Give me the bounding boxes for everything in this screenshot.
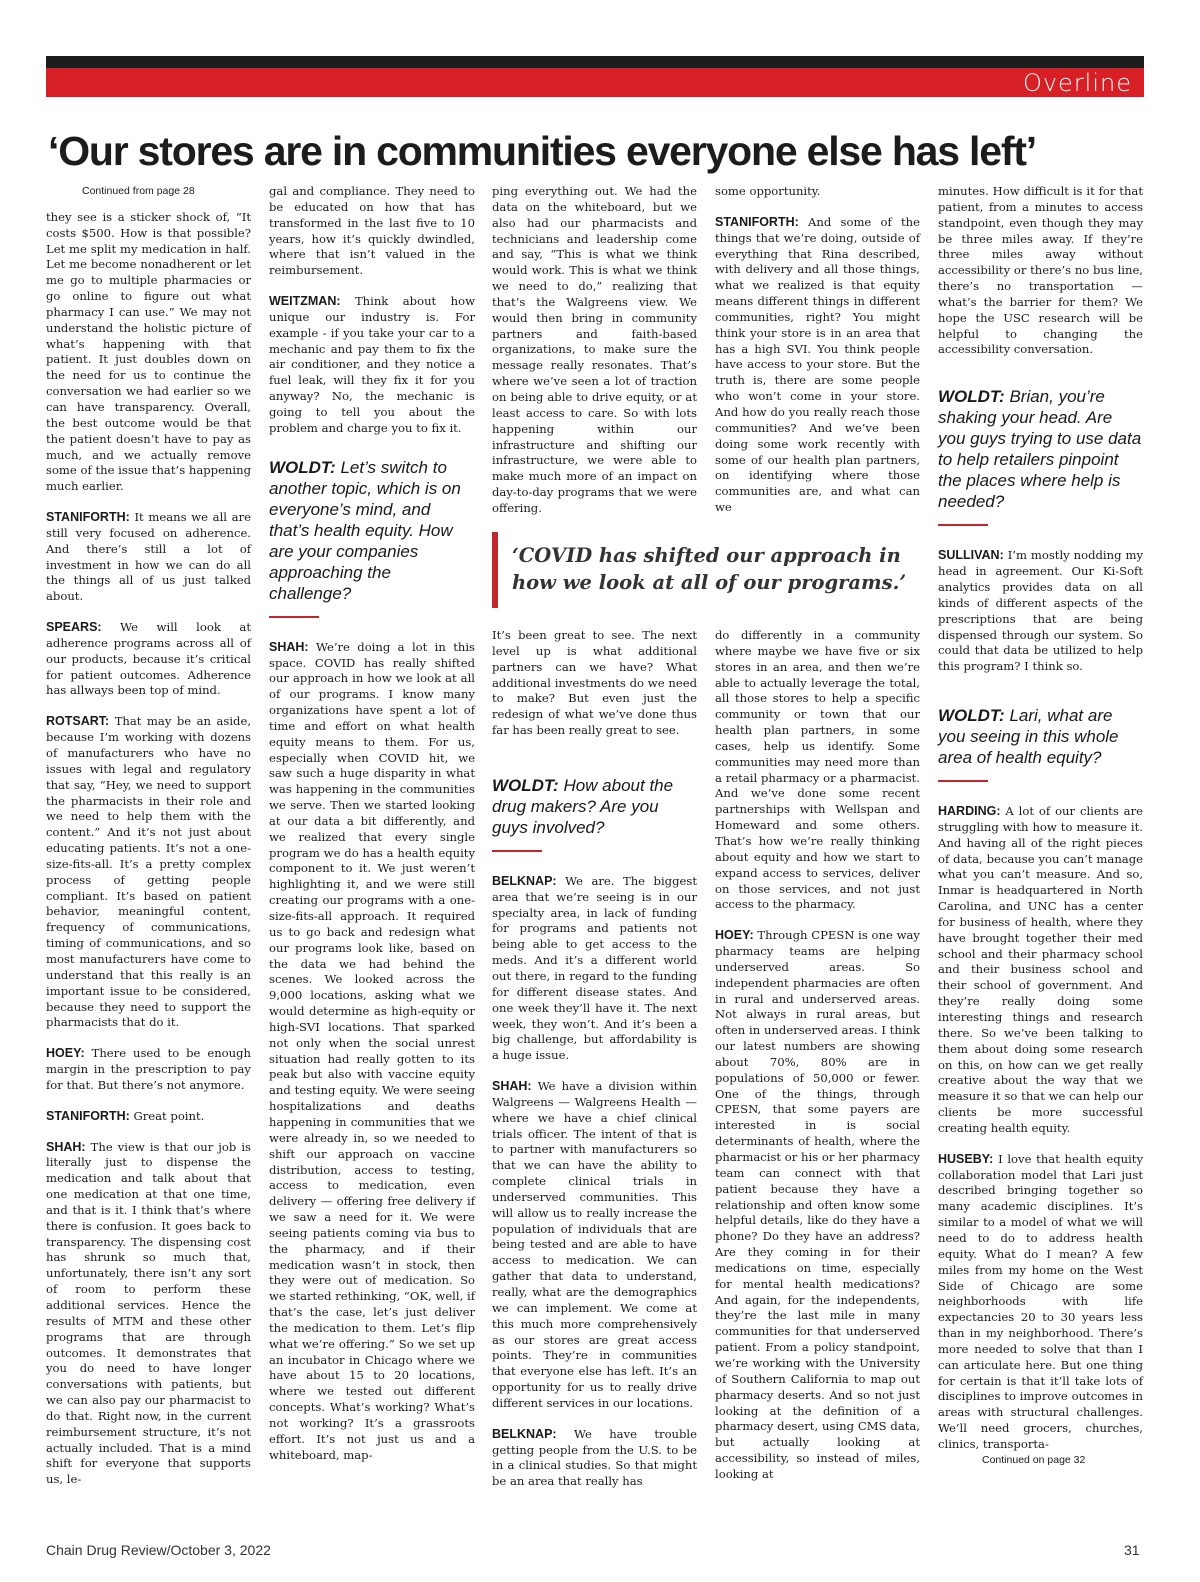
paragraph-text: We have a division within Walgreens — Walgreens Health — where we have a chief clinical trials officer. The intent of that is to partner with manufacturers so that we can have the ability to complete clinical trials in underserved communities. This will allow us to really increase the population of individuals that are being tested and are able to have access to medication. We can gather that data to understand, really, what are the demographics we can implement. We come at this much more comprehensively as our stores are great access points. They’re in communities that everyone else has left. It’s an opportunity for us to really drive different services in our locations.: [492, 1079, 697, 1410]
pull-quote-text: ‘COVID has shifted our approach in how we look at all of our programs.’: [512, 544, 907, 594]
speaker-name: ROTSART:: [46, 714, 110, 729]
moderator-name: WOLDT:: [938, 706, 1005, 726]
paragraph: [46, 1109, 251, 1125]
column-body: [269, 640, 475, 1464]
speaker-name: HARDING:: [938, 804, 1001, 819]
paragraph-text: It’s been great to see. The next level up is what additional partners can we have? What additional investments do we need to make? But even just the redesign of what we’ve done thus far has been really great to see.: [492, 628, 697, 738]
paragraph: [46, 714, 251, 1031]
paragraph: [269, 294, 475, 437]
paragraph-text: That may be an aside, because I’m working with dozens of manufacturers who have no issues with legal and regulatory that say, “Hey, we need to support the pharmacists in their role and we need to help them with the content.” And it’s not just about educating patients. It’s not a one-size-fits-all. It’s a pretty complex process of getting people compliant. It’s based on patient behavior, meaningful content, frequency of communications, timing of communications, and so most manufacturers have come to understand that this really is an important issue to be considered, because they need to support the pharmacists that do it.: [46, 714, 252, 1030]
paragraph-text: gal and compliance. They need to be educated on how that has transformed in the last five to 10 years, how it’s quickly dwindled, where that isn’t valued in the reimbursement.: [269, 184, 475, 278]
paragraph: [46, 510, 251, 605]
column-body: [938, 184, 1143, 358]
column-2: [269, 184, 475, 1464]
column-body: [492, 184, 697, 517]
paragraph-text: Through CPESN is one way pharmacy teams are helping underserved areas. So independent pharmacies are often in rural and underserved areas. Not always in rural areas, but often in underserved areas. I think our latest numbers are showing about 70%, 80% are in populations of 50,000 or fewer. One of the things, through CPESN, that some payers are interested in is social determinants of health, where the pharmacist or his or her pharmacy team can connect with that patient because they have a relationship and often know some helpful details, like do they have a phone? Do they have an address? Are they coming in for their medications on time, especially for mental health medications? And again, for the independents, they’re the last mile in many communities for that underserved patient. From a policy standpoint, we’re working with the University of Southern California to map out pharmacy deserts. And so not just looking at the definition of a pharmacy desert, using CMS data, but actually looking at accessibility, so instead of miles, looking at: [715, 928, 920, 1481]
paragraph: [715, 184, 920, 200]
question-text: Lari, what are you seeing in this whole area of health equity?: [938, 706, 1119, 768]
paragraph: [46, 210, 251, 495]
paragraph-text: The view is that our job is literally just to dispense the medication and talk about that one medication at that one time, and that is it. I think that’s where there is confusion. It goes back to transparency. The dispensing cost has shrunk so much that, unfortunately, there isn’t any sort of room to perform these additional services. Hence the results of MTM and these other programs that are through outcomes. It demonstrates that you do need to have longer conversations with patients, but we can also pay our pharmacist to do that. Right now, in the current reimbursement structure, it’s not actually included. That is a mind shift for everyone that supports us, le-: [46, 1139, 251, 1487]
column-body: [938, 804, 1143, 1453]
paragraph-text: We’re doing a lot in this space. COVID has really shifted our approach in how we look at all of our programs. I know many organizations have spent a lot of time and effort on what health equity means to them. For us, especially when COVID hit, we saw such a huge disparity in what was happening in the communities we serve. Then we started looking at our data a bit differently, and we realized that every single program we do has a health equity component to it. We just weren’t highlighting it, and we were still creating our programs with a one-size-fits-all approach. It required us to go back and redesign what our programs look like, based on the data we had behind the scenes. We looked across the 9,000 locations, asking what we would determine as high-equity or high-SVI locations. That sparked not only when the social unrest situation had really gotten to its peak but also with vaccine equity and testing equity. We were seeing hospitalizations and deaths happening in communities that we were already in, so we needed to shift our approach on vaccine distribution, access to testing, access to medication, even delivery — offering free delivery if we saw a need for it. We were seeing patients coming via bus to the pharmacy, and if their medication wasn’t in stock, then they were out of medication. So we started rethinking, “OK, well, if that’s the case, let’s just deliver the medication to them. Let’s flip what we’re offering.” So we set up an incubator in Chicago where we have about 15 to 20 locations, where we tested out different concepts. What’s working? What’s not working? It’s a grassroots effort. It’s not just us and a whiteboard, map-: [269, 639, 476, 1462]
question-text: Let’s switch to another topic, which is on everyone’s mind, and that’s health equity. How are your companies approaching the challenge?: [269, 457, 461, 603]
question-text: How about the drug makers? Are you guys involved?: [492, 775, 674, 837]
overline-label: Overline: [1022, 69, 1132, 97]
column-4-bottom: [715, 628, 920, 1483]
column-5: [938, 184, 1143, 1469]
paragraph: [492, 1079, 697, 1412]
paragraph: [938, 1152, 1143, 1453]
paragraph: [715, 928, 920, 1483]
paragraph-text: some opportunity.: [715, 184, 821, 198]
speaker-name: SULLIVAN:: [938, 548, 1004, 563]
question-rule: [492, 850, 542, 852]
paragraph: [492, 184, 697, 517]
paragraph: [46, 1140, 251, 1489]
speaker-name: STANIFORTH:: [46, 510, 130, 525]
paragraph-text: We have trouble getting people from the U.S. to be in a clinical studies. So that might be an area that really has: [492, 1426, 698, 1489]
speaker-name: SHAH:: [46, 1139, 86, 1154]
moderator-name: WOLDT:: [492, 775, 559, 795]
speaker-name: STANIFORTH:: [715, 214, 799, 229]
article-headline: ‘Our stores are in communities everyone else has left’: [48, 128, 1036, 174]
speaker-name: HUSEBY:: [938, 1151, 994, 1166]
header-black-bar: [46, 56, 1144, 68]
question-box: [269, 457, 475, 604]
paragraph-text: Think about how unique our industry is. For example - if you take your car to a mechanic and pay them to fix the air conditioner, and they notice a fuel leak, will they fix it for you anyway? No, the mechanic is going to tell you about the problem and charge you to fix it.: [269, 294, 475, 435]
continued-from-label: Continued from page 28: [82, 185, 195, 197]
paragraph-text: do differently in a community where maybe we have five or six stores in an area, and then we’re able to actually leverage the total, all those stores to help a specific community or town that our health plan partners, in some cases, help us identify. Some communities may need more than a retail pharmacy or a pharmacist. And we’ve done some recent partnerships with Wellspan and Homeward and some others. That’s how we’re really thinking about equity and how we start to expand access to services, deliver on those services, and not just access to the pharmacy.: [715, 628, 920, 912]
pull-quote: [492, 532, 938, 608]
paragraph: [938, 804, 1143, 1137]
speaker-name: SPEARS:: [46, 620, 102, 635]
paragraph-text: We are. The biggest area that we’re seeing is in our specialty area, in lack of funding for programs and patients not being able to get access to the meds. And it’s a different world out there, in regard to the funding for different disease states. And one week they’ll have it. The next week, they won’t. And it’s been a big challenge, but affordability is a huge issue.: [492, 873, 697, 1063]
column-body: [46, 210, 251, 1488]
paragraph: [269, 184, 475, 279]
column-3-bottom: [492, 628, 697, 1490]
paragraph: [46, 1046, 251, 1094]
speaker-name: HOEY:: [46, 1046, 85, 1061]
paragraph: [269, 640, 475, 1464]
question-box: [938, 705, 1143, 768]
moderator-name: WOLDT:: [938, 387, 1005, 407]
column-4-top: [715, 184, 920, 516]
question-rule: [938, 780, 988, 782]
speaker-name: SHAH:: [492, 1079, 532, 1094]
paragraph: [492, 1427, 697, 1490]
paragraph-text: A lot of our clients are struggling with how to measure it. And having all of the right pieces of data, because you can’t manage what you can’t measure. And so, Inmar is headquartered in North Carolina, and UNC has a center for business of health, where they have brought together their med school and their pharmacy school and their business school and their school of government. And they’re really doing some interesting things and research there. So we’ve been talking to them about doing some research on this, on how can we get really creative about the way that we measure it so that we can help our clients be more successful creating health equity.: [938, 804, 1144, 1135]
continued-on-label: Continued on page 32: [982, 1453, 1086, 1466]
column-body: [492, 874, 697, 1490]
speaker-name: BELKNAP:: [492, 873, 557, 888]
paragraph: [938, 548, 1143, 675]
column-body: [492, 628, 697, 739]
paragraph-text: There used to be enough margin in the prescription to pay for that. But there’s not anymore.: [46, 1046, 251, 1092]
column-body: [715, 628, 920, 1483]
paragraph: [715, 215, 920, 516]
speaker-name: STANIFORTH:: [46, 1108, 130, 1123]
paragraph-text: Great point.: [133, 1108, 205, 1123]
footer-publication: Chain Drug Review/October 3, 2022: [46, 1542, 271, 1558]
footer-page-number: 31: [1124, 1542, 1140, 1558]
column-body: [715, 184, 920, 516]
paragraph-text: minutes. How difficult is it for that patient, from a minutes to access standpoint, even though they may be three miles away. If they’re three miles away without accessibility or there’s no bus line, there’s no transportation — what’s the barrier for them? We hope the USC research will be helpful to changing the accessibility conversation.: [938, 184, 1143, 357]
question-rule: [269, 616, 319, 618]
paragraph-text: We will look at adherence programs across all of our products, because it’s critical for patient outcomes. Adherence has allways been top of mind.: [46, 620, 252, 698]
question-box: [938, 386, 1143, 512]
question-box: [492, 775, 697, 838]
paragraph: [492, 874, 697, 1064]
overline-bar: [46, 68, 1144, 97]
speaker-name: HOEY:: [715, 928, 754, 943]
paragraph-text: And some of the things that we’re doing, outside of everything that Rina described, with delivery and all those things, what we realized is that equity means different things in different communities, right? You might think your store is in an area that has a high SVI. You think people have access to your store. But the truth is, there are some people who won’t come in your store. And how do you really reach those communities? And we’ve been doing some work recently with some of our health plan partners, on identifying where those communities are, and what can we: [715, 214, 920, 515]
paragraph: [492, 628, 697, 739]
speaker-name: BELKNAP:: [492, 1426, 557, 1441]
paragraph-text: they see is a sticker shock of, “It costs $500. How is that possible? Let me split my medication in half. Let me become nonadherent or let me go to multiple pharmacies or go online to figure out what pharmacy I can use.” We may not understand the holistic picture of what’s happening with that patient. It just doubles down on the need for us to continue the conversation we had earlier so we can have transparency. Overall, the best outcome would be that the patient doesn’t have to pay as much, and we actually remove some of the issue that’s happening much earlier.: [46, 209, 251, 494]
paragraph-text: It means we all are still very focused on adherence. And there’s still a lot of investment in how we can do all the things all of us just talked about.: [46, 510, 251, 604]
paragraph: [715, 628, 920, 913]
column-3-top: [492, 184, 697, 517]
paragraph: [46, 620, 251, 699]
speaker-name: WEITZMAN:: [269, 294, 341, 309]
column-body: [938, 548, 1143, 675]
speaker-name: SHAH:: [269, 639, 309, 654]
column-1: [46, 184, 251, 1488]
moderator-name: WOLDT:: [269, 457, 336, 477]
paragraph-text: I love that health equity collaboration model that Lari just described bringing together so many academic disciplines. It’s similar to a model of what we will need to do to address health equity. What do I mean? A few miles from my home on the West Side of Chicago are some neighborhoods with life expectancies 20 to 30 years less than in my neighborhood. There’s more needed to solve that than I can articulate here. But one thing for certain is that it’ll take lots of disciplines to improve outcomes in areas with structural challenges. We’ll need grocers, churches, clinics, transporta-: [938, 1151, 1144, 1451]
question-text: Brian, you’re shaking your head. Are you guys trying to use data to help retailers pinpoint the places where help is needed?: [938, 387, 1142, 512]
column-body: [269, 184, 475, 437]
paragraph-text: ping everything out. We had the data on the whiteboard, but we also had our pharmacists and technicians and leadership come and say, “This is what we think would work. This is what we think we need to do,” realizing that that’s the Walgreens view. We would then bring in community partners and faith-based organizations, to make sure the message really resonates. That’s where we’ve seen a lot of traction on being able to drive equity, or at least access to care. So with lots happening within our infrastructure and shifting our infrastructure, we were able to make much more of an impact on day-to-day programs that we were offering.: [492, 184, 697, 515]
paragraph: [938, 184, 1143, 358]
question-rule: [938, 524, 988, 526]
paragraph-text: I’m mostly nodding my head in agreement. Our Ki-Soft analytics provides data on all kinds of different aspects of the prescriptions that are being dispensed through our system. So could that data be utilized to help this program? I think so.: [938, 548, 1143, 674]
